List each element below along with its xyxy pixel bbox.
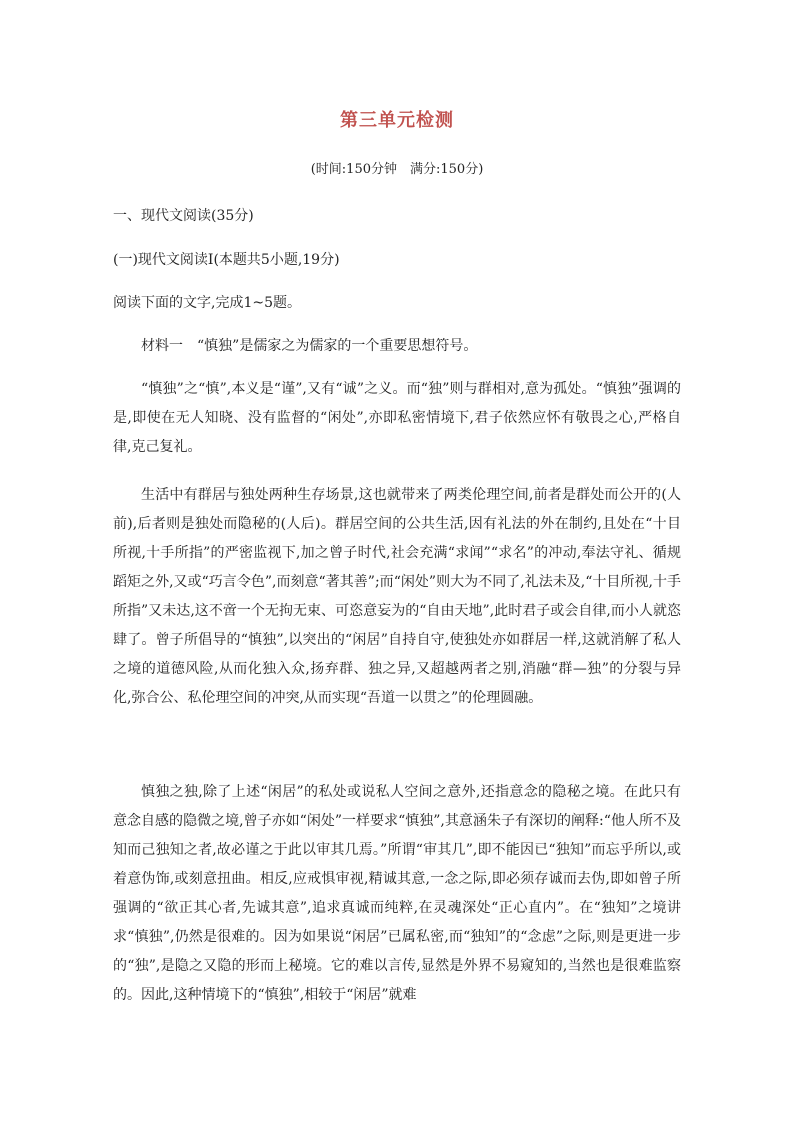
exam-time-info: (时间:150分钟 满分:150分): [310, 162, 484, 177]
section-heading: 一、现代文阅读(35分): [113, 208, 254, 224]
document-title: 第三单元检测: [340, 110, 454, 131]
paragraph-4: 慎独之独,除了上述“闲居”的私处或说私人空间之意外,还指意念的隐秘之境。在此只有意念自感的隐微之境,曾子亦如“闲处”一样要求“慎独”,其意涵朱子有深切的阐释:“他人所不及知而己独知之者,故必谨之于此以审其几焉。”所谓“审其几”,即不能因已“独知”而忘乎所以,或着意伪饰,或刻意扭曲。相反,应戒惧审视,精诚其意,一念之际,即必须存诚而去伪,即如曾子所强调的“欲正其心者,先诚其意”,追求真诚而纯粹,在灵魂深处“正心直内”。在“独知”之境讲求“慎独”,仍然是很难的。因为如果说“闲居”已属私密,而“独知”的“念虑”之际,则是更进一步的“独”,是隐之又隐的形而上秘境。它的难以言传,显然是外界不易窥知的,当然也是很难监察的。因此,这种情境下的“慎独”,相较于“闲居”就难: [113, 784, 681, 1003]
subsection-heading: (一)现代文阅读Ⅰ(本题共5小题,19分): [113, 252, 340, 268]
paragraph-3: 生活中有群居与独处两种生存场景,这也就带来了两类伦理空间,前者是群处而公开的(人前),后者则是独处而隐秘的(人后)。群居空间的公共生活,因有礼法的外在制约,且处在“十目所视,十手所指”的严密监视下,加之曾子时代,社会充满“求闻”“求名”的冲动,奉法守礼、循规蹈矩之外,又或“巧言令色”,而刻意“著其善”;而“闲处”则大为不同了,礼法未及,“十目所视,十手所指”又未达,这不啻一个无拘无束、可恣意妄为的“自由天地”,此时君子或会自律,而小人就恣肆了。曾子所倡导的“慎独”,以突出的“闲居”自持自守,使独处亦如群居一样,这就消解了私人之境的道德风险,从而化独入众,扬弃群、独之异,又超越两者之别,消融“群—独”的分裂与异化,弥合公、私伦理空间的冲突,从而实现“吾道一以贯之”的伦理圆融。: [113, 487, 681, 706]
paragraph-material-1: 材料一 “慎独”是儒家之为儒家的一个重要思想符号。: [141, 338, 478, 354]
instruction-text: 阅读下面的文字,完成1~5题。: [113, 295, 301, 311]
paragraph-2: “慎独”之“慎”,本义是“谨”,又有“诚”之义。而“独”则与群相对,意为孤处。“慎独”强调的是,即使在无人知晓、没有监督的“闲处”,亦即私密情境下,君子依然应怀有敬畏之心,严格自律,克己复礼。: [113, 381, 681, 455]
